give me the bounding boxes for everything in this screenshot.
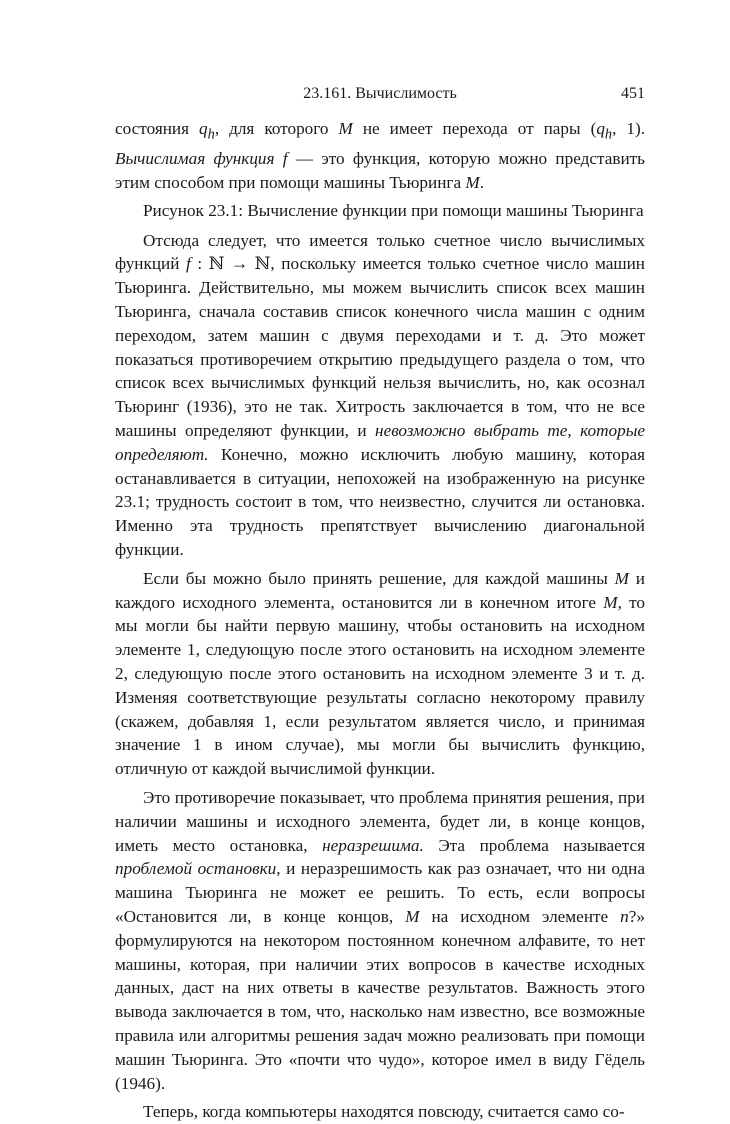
paragraph-diagonal: Если бы можно было принять решение, для каждой машины M и каждого исходного элемента, остановится ли в конечном итоге M, то мы могли бы найти первую машину, чтобы остановить на исходном элементе 1, следующую после этого остановить на исходном элементе 2, следующую после этого остановить на исходном элементе 3 и т. д. Изменяя соответствующие результаты согласно некоторому правилу (скажем, добавляя 1, если результатом является число, и принимая значение 1 в ином случае), мы могли бы вычислить функцию, отличную от каждой вычислимой функции.	[115, 568, 646, 779]
running-header	[115, 84, 645, 104]
page-number: 451	[621, 85, 645, 102]
term-undecidable: неразрешима.	[322, 835, 424, 855]
paragraph-computers: Теперь, когда компьютеры находятся повсюду, считается само со-	[143, 1102, 625, 1122]
emphasis-cannot-choose: невозможно выбрать те, которые определяют.	[115, 421, 645, 464]
term-computable-function: Вычислимая функция	[115, 149, 275, 169]
paragraph-continuation: состояния $q_h$, для которого M не имеет перехода от пары ($q_h$, 1). Вычислимая функция f — это функция, которую можно представить этим способом при помощи машины Тьюринга M.	[115, 119, 646, 193]
term-halting-problem: проблемой остановки,	[115, 859, 281, 879]
paragraph-halting-problem: Это противоречие показывает, что проблема принятия решения, при наличии машины и исходного элемента, будет ли, в конце концов, иметь место остановка, неразрешима. Эта проблема называется проблемой остановки, и неразрешимость как раз означает, что ни одна машина Тьюринга не может ее решить. То есть, если вопросы «Остановится ли, в конце концов, M на исходном элементе n?» формулируются на некотором постоянном конечном алфавите, то нет машины, которая, при наличии этих вопросов в качестве исходных данных, даст на них ответы в качестве результатов. Важность этого вывода заключается в том, что, насколько нам известно, все возможные правила или алгоритмы решения задач можно реализовать при помощи машин Тьюринга. Это «почти что чудо», которое имел в виду Гёдель (1946).	[115, 787, 645, 1093]
page-body	[115, 117, 645, 1124]
section-title: 23.161. Вычислимость	[303, 85, 457, 102]
figure-caption: Рисунок 23.1: Вычисление функции при помощи машины Тьюринга	[143, 200, 644, 220]
paragraph-countable: Отсюда следует, что имеется только счетное число вычислимых функций f : ℕ → ℕ, поскольку имеется только счетное число машин Тьюринга. Действительно, мы можем вычислить список всех машин Тьюринга, сначала составив список конечного числа машин с одним переходом, затем машин с двумя переходами и т. д. Это может показаться противоречием открытию предыдущего раздела о том, что список всех вычислимых функций нельзя вычислить, но, как осознал Тьюринг (1936), это не так. Хитрость заключается в том, что не все машины определяют функции, и невозможно выбрать те, которые определяют. Конечно, можно исключить любую машину, которая останавливается в ситуации, непохожей на изображенную на рисунке 23.1; трудность состоит в том, что неизвестно, случится ли остановка. Именно эта трудность препятствует вычислению диагональной функции.	[115, 230, 645, 559]
